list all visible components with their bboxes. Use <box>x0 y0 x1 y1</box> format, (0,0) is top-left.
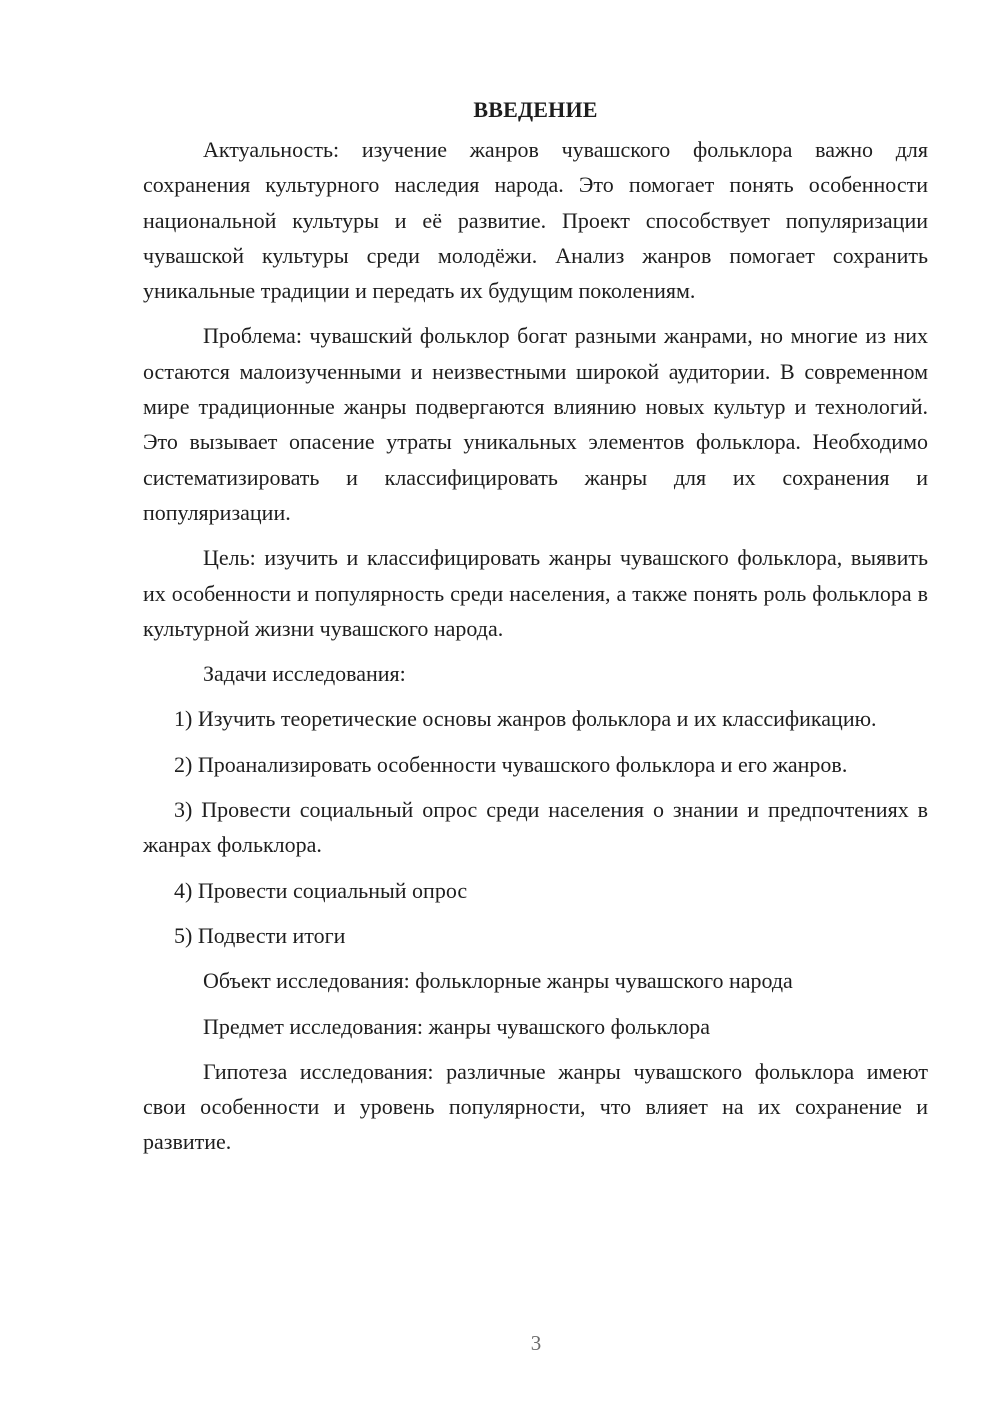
task-item-2: 2) Проанализировать особенности чувашского фольклора и его жанров. <box>174 751 848 777</box>
research-hypothesis: Гипотеза исследования: различные жанры чувашского фольклора имеют свои особенности и уровень популярности, что влияет на их сохранение и развитие. <box>143 1058 928 1155</box>
page-number: 3 <box>530 1331 542 1355</box>
tasks-heading: Задачи исследования: <box>203 661 406 687</box>
goal-paragraph: Цель: изучить и классифицировать жанры чувашского фольклора, выявить их особенности и популярность среди населения, а также понять роль фольклора в культурной жизни чувашского народа. <box>143 545 928 641</box>
task-item-5: 5) Подвести итоги <box>174 922 346 948</box>
relevance-paragraph: Актуальность: изучение жанров чувашского фольклора важно для сохранения культурного наследия народа. Это помогает понять особенности национальной культуры и её развитие. Проект способствует популяризации чувашской культуры среди молодёжи. Анализ жанров помогает сохранить уникальные традиции и передать их будущим поколениям. <box>143 137 928 304</box>
research-object: Объект исследования: фольклорные жанры чувашского народа <box>203 968 793 994</box>
task-item-4: 4) Провести социальный опрос <box>174 877 468 903</box>
problem-paragraph: Проблема: чувашский фольклор богат разными жанрами, но многие из них остаются малоизученными и неизвестными широкой аудитории. В современном мире традиционные жанры подвергаются влиянию новых культур и технологий. Это вызывает опасение утраты уникальных элементов фольклора. Необходимо систематизировать и классифицировать жанры для их сохранения и популяризации. <box>143 323 928 525</box>
research-subject: Предмет исследования: жанры чувашского фольклора <box>203 1013 711 1039</box>
task-item-3: 3) Провести социальный опрос среди населения о знании и предпочтениях в жанрах фольклора. <box>143 797 928 858</box>
task-item-1: 1) Изучить теоретические основы жанров фольклора и их классификацию. <box>174 706 877 732</box>
document-page <box>143 92 928 1170</box>
section-title: ВВЕДЕНИЕ <box>473 97 598 122</box>
